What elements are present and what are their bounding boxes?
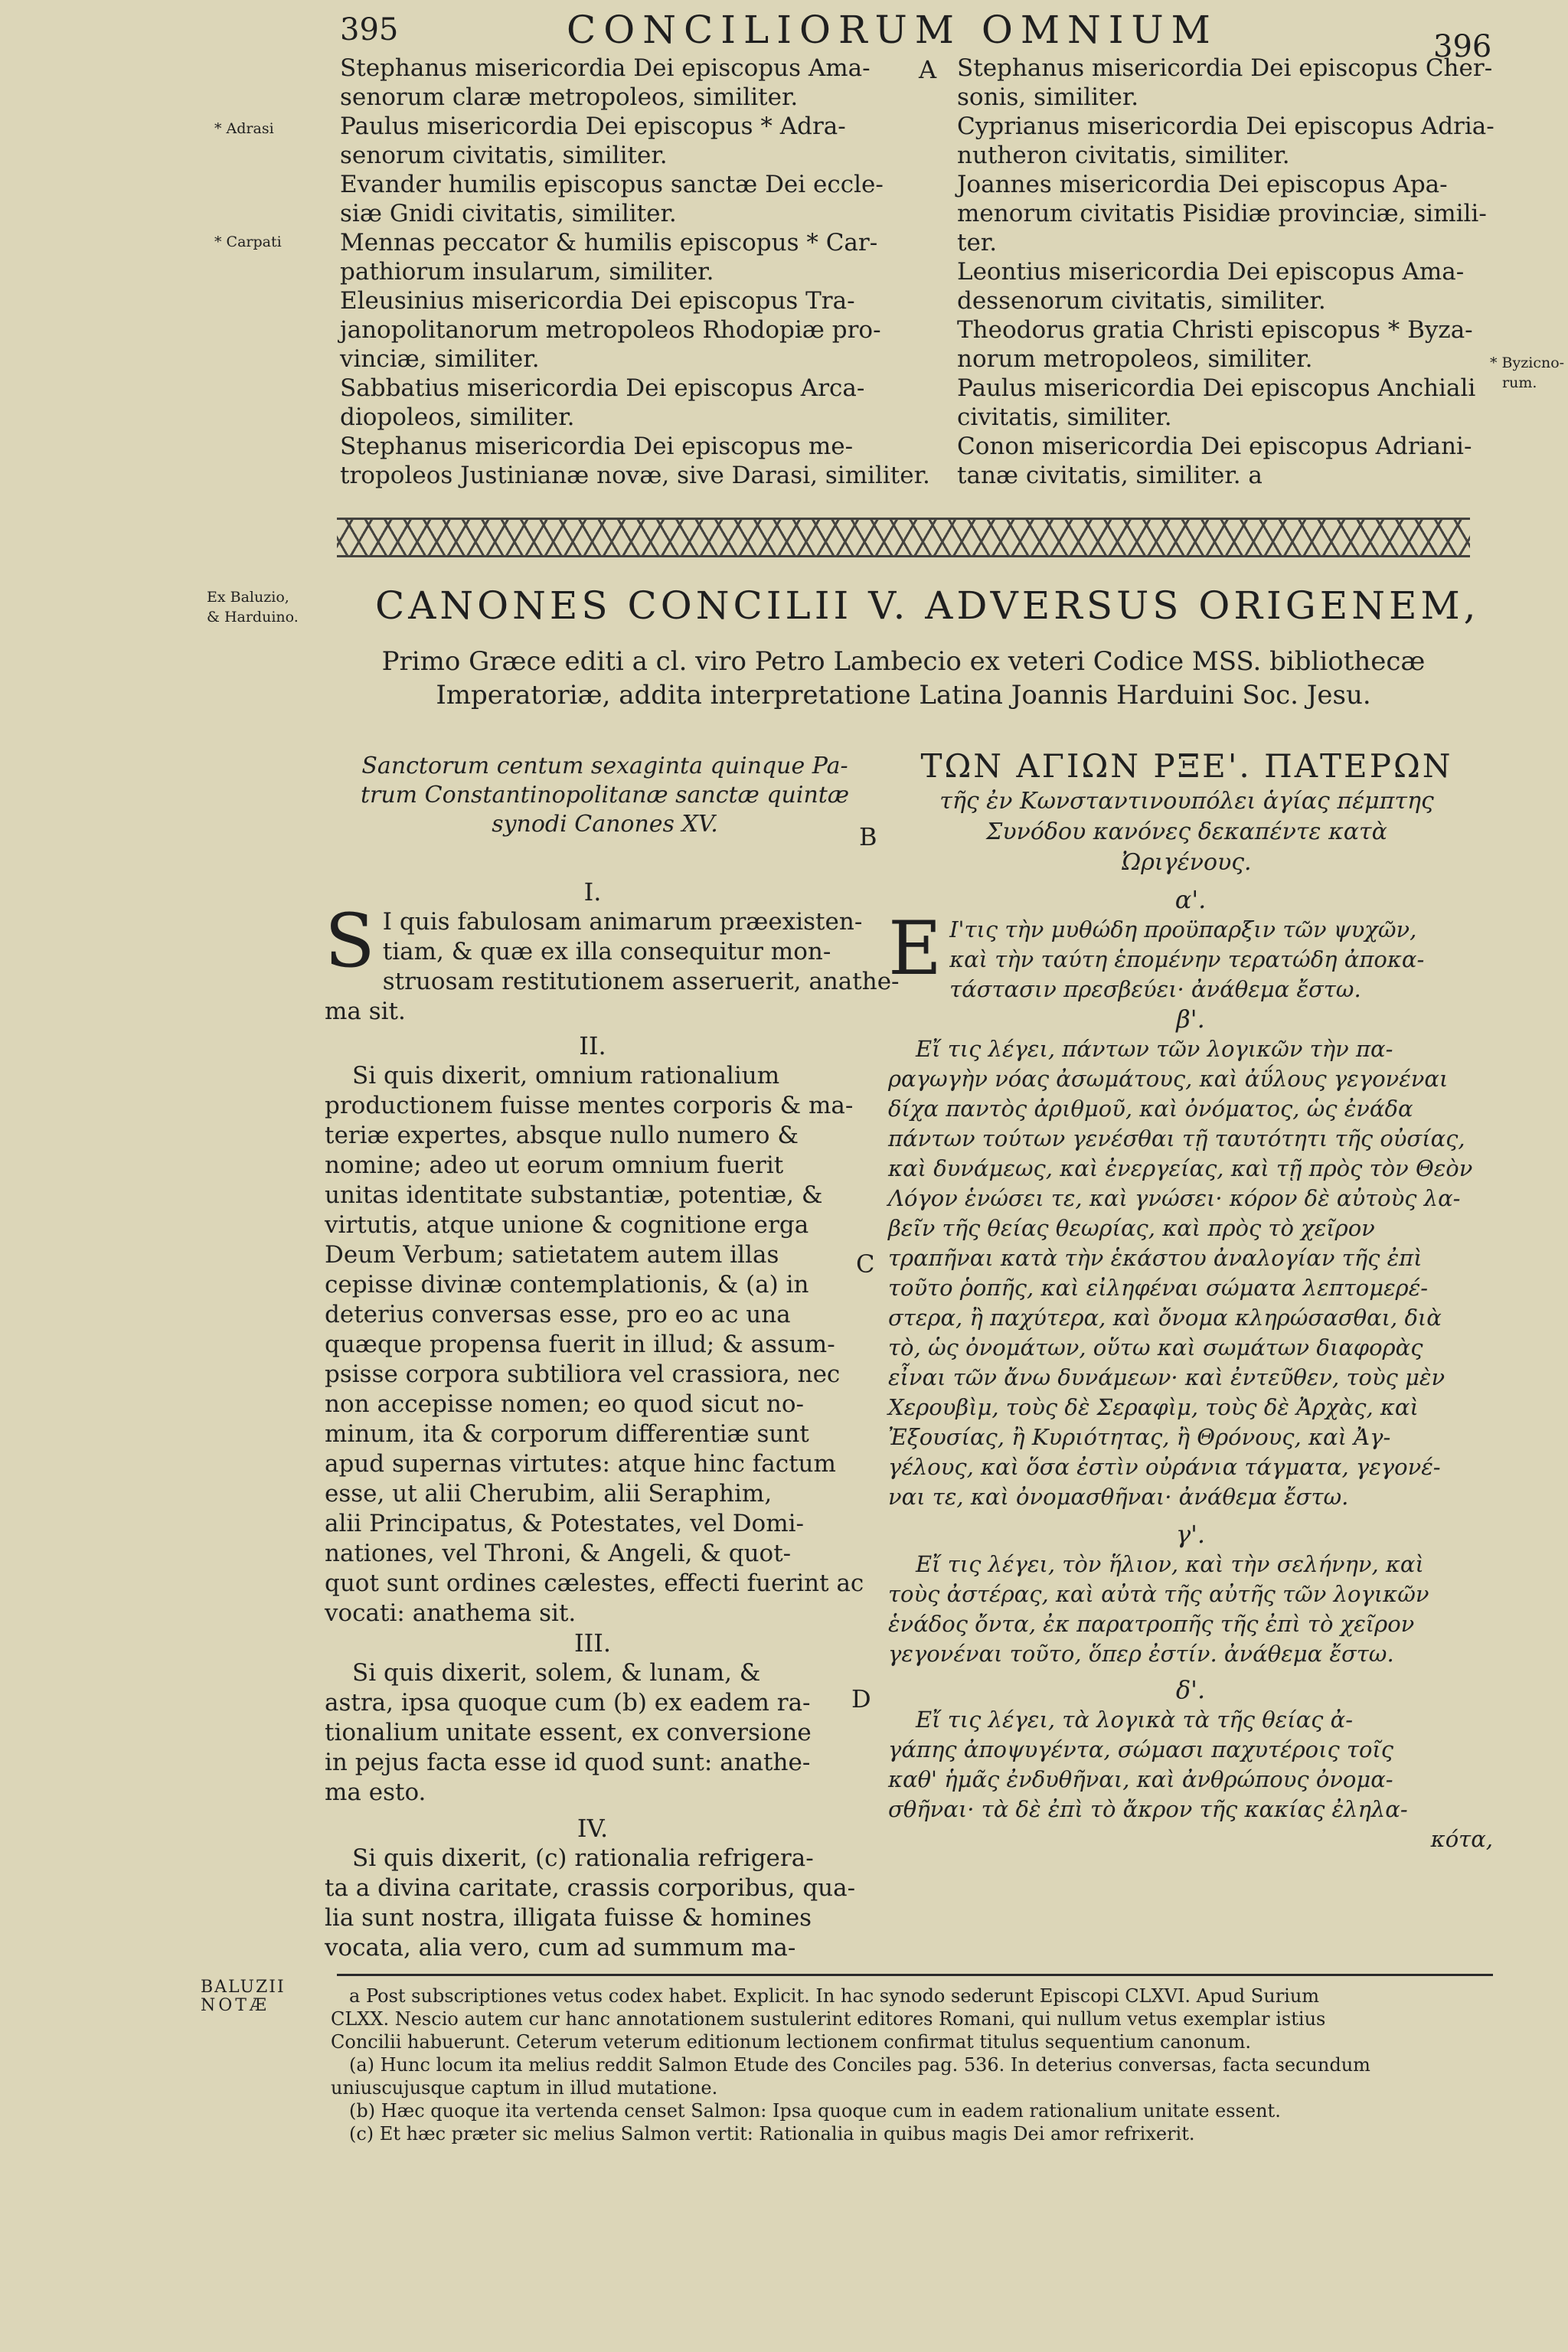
margin-note-adrasi: * Adrasi [214, 120, 274, 137]
canon-line: Χερουβὶμ, τοὺς δὲ Σεραφὶμ, τοὺς δὲ Ἀρχὰς, καὶ [888, 1394, 1419, 1420]
signature-line: janopolitanorum metropoleos Rhodopiæ pro- [340, 316, 881, 344]
canon-text [888, 1034, 1493, 1512]
subtitle-line: Primo Græce editi a cl. viro Petro Lambecio ex veteri Codice MSS. bibliothecæ [381, 646, 1426, 677]
signature-line: Leontius misericordia Dei episcopus Ama- [957, 258, 1465, 286]
canons-title: CANONES CONCILII V. ADVERSUS ORIGENEM, [375, 583, 1480, 628]
signature-line: Mennas peccator & humilis episcopus * Car- [340, 229, 878, 256]
canon-numeral: γ'. [1175, 1520, 1206, 1549]
signatures-left-column [340, 54, 930, 490]
canon-line: I quis fabulosam animarum præexisten- [382, 908, 863, 936]
signatures-right-column [957, 54, 1493, 490]
canon-line: in pejus facta esse id quod sunt: anathe- [325, 1749, 811, 1776]
margin-note-source: Ex Baluzio, [207, 589, 289, 606]
canon-line: nationes, vel Throni, & Angeli, & quot- [325, 1540, 792, 1567]
signature-line: civitatis, similiter. [957, 403, 1172, 431]
canon-numeral: IV. [577, 1814, 609, 1843]
latin-heading-line: Sanctorum centum sexaginta quinque Pa- [361, 753, 848, 779]
canon-line: vocati: anathema sit. [325, 1599, 577, 1627]
signature-line: Evander humilis episcopus sanctæ Dei eccle- [340, 171, 884, 198]
margin-note-byzicenorum-cont: rum. [1502, 374, 1537, 391]
section-marker-a: A [919, 55, 937, 84]
latin-heading-line: trum Constantinopolitanæ sanctæ quintæ [360, 782, 850, 808]
canon-text [325, 1658, 861, 1808]
note-line: (b) Hæc quoque ita vertenda censet Salmon: Ipsa quoque cum in eadem rationalium unitate essent. [349, 2100, 1281, 2122]
note-line: a Post subscriptiones vetus codex habet. Explicit. In hac synodo sederunt Episcopi CLXVI. Apud Surium [349, 1985, 1320, 2007]
canon-line: deterius conversas esse, pro eo ac una [325, 1301, 791, 1328]
section-marker-c: C [856, 1250, 875, 1279]
canon-line: alii Principatus, & Potestates, vel Domi- [325, 1510, 804, 1537]
signature-line: vinciæ, similiter. [340, 345, 540, 373]
canon-line: tionalium unitate essent, ex conversione [325, 1719, 812, 1746]
canon-numeral: δ'. [1175, 1675, 1206, 1704]
canon-line: Εἴ τις λέγει, πάντων τῶν λογικῶν τὴν πα- [916, 1036, 1393, 1062]
greek-heading-line: Ὠριγένους. [1122, 849, 1252, 876]
canon-line: virtutis, atque unione & cognitione erga [325, 1211, 809, 1239]
canons-subtitle [329, 645, 1478, 712]
canon-numeral: III. [573, 1628, 612, 1658]
canon-line: unitas identitate substantiæ, potentiæ, & [325, 1181, 823, 1209]
signature-line: dessenorum civitatis, similiter. [957, 287, 1326, 315]
right-page-number: 396 [1433, 29, 1492, 64]
canon-line: τραπῆναι κατὰ τὴν ἑκάστου ἀναλογίαν τῆς ἐπὶ [888, 1245, 1423, 1271]
canon-line: esse, ut alii Cherubim, alii Seraphim, [325, 1480, 773, 1508]
canon-numeral: β'. [1176, 1004, 1205, 1034]
canon-text [888, 906, 1493, 1004]
canon-line: quæque propensa fuerit in illud; & assum- [325, 1331, 835, 1358]
canon-line: καὶ δυνάμεως, καὶ ἐνεργείας, καὶ τῇ πρὸς τὸν Θεὸν [888, 1155, 1473, 1181]
greek-heading-line: τῆς ἐν Κωνσταντινουπόλει ἁγίας πέμπτης [939, 788, 1434, 815]
margin-note-source-cont: & Harduino. [207, 609, 299, 626]
note-line: Concilii habuerunt. Ceterum veterum editionum lectionem confirmat titulus sequentium canonum. [331, 2031, 1252, 2053]
signature-line: norum metropoleos, similiter. [957, 345, 1313, 373]
canon-line: ναι τε, καὶ ὀνομασθῆναι· ἀνάθεμα ἔστω. [888, 1484, 1349, 1510]
section-marker-b: B [859, 822, 877, 851]
signature-line: Paulus misericordia Dei episcopus * Adra- [340, 113, 846, 140]
canon-text [888, 1705, 1493, 1854]
signature-line: Theodorus gratia Christi episcopus * Byza- [957, 316, 1473, 344]
signature-line: Paulus misericordia Dei episcopus Anchiali [957, 374, 1476, 402]
canon-line: τάστασιν πρεσβεύει· ἀνάθεμα ἔστω. [949, 976, 1361, 1002]
left-page-number: 395 [340, 12, 399, 47]
canon-line: βεῖν τῆς θείας θεωρίας, καὶ πρὸς τὸ χεῖρον [888, 1215, 1375, 1241]
signature-line: siæ Gnidi civitatis, similiter. [340, 200, 677, 227]
canon-line: Ι'τις τὴν μυθώδη προϋπαρξιν τῶν ψυχῶν, [949, 916, 1417, 942]
signature-line: diopoleos, similiter. [340, 403, 575, 431]
canon-line: πάντων τούτων γενέσθαι τῇ ταυτότητι τῆς οὐσίας, [888, 1125, 1465, 1152]
canon-line: ma esto. [325, 1779, 426, 1806]
notes-label-cont: NOTÆ [201, 1996, 270, 2015]
note-line: uniuscujusque captum in illud mutatione. [331, 2077, 718, 2099]
signature-line: senorum claræ metropoleos, similiter. [340, 83, 799, 111]
notes-rule [337, 1974, 1493, 1976]
canon-line: Ἐξουσίας, ἢ Κυριότητας, ἢ Θρόνους, καὶ Ἀγ- [888, 1424, 1391, 1450]
signature-line: Sabbatius misericordia Dei episcopus Arca- [340, 374, 865, 402]
canon-line: εἶναι τῶν ἄνω δυνάμεων· καὶ ἐντεῦθεν, τοὺς μὲν [888, 1364, 1446, 1390]
greek-heading-line: Συνόδου κανόνες δεκαπέντε κατὰ [986, 818, 1387, 845]
canon-line: cepisse divinæ contemplationis, & (a) in [325, 1271, 809, 1298]
canon-line: nomine; adeo ut eorum omnium fuerit [325, 1152, 784, 1179]
canon-numeral: α'. [1174, 885, 1207, 914]
canon-line: lia sunt nostra, illigata fuisse & homines [325, 1904, 812, 1932]
canon-line: στερα, ἢ παχύτερα, καὶ ὄνομα κληρώσασθαι, διὰ [888, 1305, 1442, 1331]
notes-label: BALUZII [201, 1978, 286, 1997]
canon-line: ραγωγὴν νόας ἀσωμάτους, καὶ ἀΰλους γεγονέναι [888, 1066, 1449, 1092]
note-line: (c) Et hæc præter sic melius Salmon vertit: Rationalia in quibus magis Dei amor refrixerit. [349, 2123, 1195, 2145]
drop-capital: S [325, 898, 375, 984]
canon-line: teriæ expertes, absque nullo numero & [325, 1122, 799, 1149]
canon-line: Deum Verbum; satietatem autem illas [325, 1241, 779, 1269]
canon-line: ta a divina caritate, crassis corporibus, qua- [325, 1874, 856, 1902]
canon-text [325, 1844, 861, 1963]
canon-line: καὶ τὴν ταύτη ἑπομένην τερατώδη ἀποκα- [949, 946, 1425, 972]
canon-line: γάπης ἀποψυγέντα, σώμασι παχυτέροις τοῖς [888, 1736, 1394, 1762]
canon-line: psisse corpora subtiliora vel crassiora, nec [325, 1361, 841, 1388]
signature-line: sonis, similiter. [957, 83, 1139, 111]
canon-line: Εἴ τις λέγει, τὰ λογικὰ τὰ τῆς θείας ἀ- [916, 1707, 1354, 1733]
canon-line: ἑνάδος ὄντα, ἐκ παρατροπῆς τῆς ἐπὶ τὸ χεῖρον [888, 1611, 1415, 1637]
canon-text [325, 1061, 864, 1628]
signature-line: pathiorum insularum, similiter. [340, 258, 714, 286]
drop-capital: Ε [888, 906, 942, 991]
canon-line: Λόγον ἑνώσει τε, καὶ γνώσει· κόρον δὲ αὐτοὺς λα- [888, 1185, 1461, 1211]
signature-line: Cyprianus misericordia Dei episcopus Adria- [957, 113, 1494, 140]
greek-heading-main: ΤΩΝ ΑΓΙΩΝ ΡΞΕ'. ΠΑΤΕΡΩΝ [920, 747, 1453, 785]
canon-line: productionem fuisse mentes corporis & ma- [325, 1092, 854, 1119]
signature-line: ter. [957, 229, 998, 256]
canon-line: Si quis dixerit, solem, & lunam, & [352, 1659, 761, 1687]
latin-heading-line: synodi Canones XV. [492, 811, 718, 838]
canon-numeral: I. [583, 877, 602, 906]
greek-canons-column [888, 885, 1493, 1854]
signature-line: Stephanus misericordia Dei episcopus Ama- [340, 54, 871, 82]
canon-line: Si quis dixerit, (c) rationalia refrigera- [352, 1844, 814, 1872]
signature-line: nutheron civitatis, similiter. [957, 142, 1290, 169]
signature-line: Joannes misericordia Dei episcopus Apa- [957, 171, 1448, 198]
canon-line: Εἴ τις λέγει, τὸν ἥλιον, καὶ τὴν σελήνην, καὶ [916, 1551, 1424, 1577]
signature-line: Conon misericordia Dei episcopus Adriani- [957, 433, 1472, 460]
section-marker-d: D [851, 1684, 871, 1713]
canon-line: τὸ, ὡς ὀνομάτων, οὕτω καὶ σωμάτων διαφορὰς [888, 1334, 1423, 1361]
signature-line: menorum civitatis Pisidiæ provinciæ, simili- [957, 200, 1487, 227]
canon-numeral: II. [579, 1031, 606, 1060]
canon-line: δίχα παντὸς ἀριθμοῦ, καὶ ὀνόματος, ὡς ἐνάδα [888, 1096, 1413, 1122]
margin-note-carpati: * Carpati [214, 234, 282, 250]
subtitle-line: Imperatoriæ, addita interpretatione Latina Joannis Harduini Soc. Jesu. [436, 680, 1371, 710]
canon-line: καθ' ἡμᾶς ἐνδυθῆναι, καὶ ἀνθρώπους ὀνομα- [888, 1766, 1393, 1792]
canon-line: κότα, [1430, 1826, 1493, 1852]
canon-line: Si quis dixerit, omnium rationalium [352, 1062, 780, 1089]
canon-line: non accepisse nomen; eo quod sicut no- [325, 1390, 805, 1418]
note-line: CLXX. Nescio autem cur hanc annotationem sustulerint editores Romani, qui nullum vetus exemplar istius [331, 2008, 1326, 2030]
decorative-ornament-band [337, 518, 1470, 557]
margin-note-byzicenorum: * Byzicno- [1490, 354, 1565, 371]
canon-text [325, 898, 900, 1027]
canon-line: σθῆναι· τὰ δὲ ἐπὶ τὸ ἄκρον τῆς κακίας ἐληλα- [888, 1796, 1408, 1822]
canon-line: τοὺς ἀστέρας, καὶ αὐτὰ τῆς αὐτῆς τῶν λογικῶν [888, 1581, 1429, 1607]
canon-line: γέλους, καὶ ὅσα ἐστὶν οὐράνια τάγματα, γεγονέ- [888, 1454, 1441, 1480]
canon-text [888, 1550, 1493, 1669]
canon-line: τοῦτο ῥοπῆς, καὶ εἰληφέναι σώματα λεπτομερέ- [888, 1275, 1429, 1301]
canon-line: struosam restitutionem asseruerit, anathe- [382, 968, 900, 995]
signature-line: Stephanus misericordia Dei episcopus Cher- [957, 54, 1493, 82]
latin-canons-column [325, 877, 900, 1963]
canon-line: ma sit. [325, 998, 406, 1025]
canon-line: minum, ita & corporum differentiæ sunt [325, 1420, 809, 1448]
greek-heading [880, 746, 1493, 878]
signature-line: Eleusinius misericordia Dei episcopus Tra- [340, 287, 855, 315]
canon-line: apud supernas virtutes: atque hinc factum [325, 1450, 836, 1478]
note-line: (a) Hunc locum ita melius reddit Salmon Etude des Conciles pag. 536. In deterius conversas, facta secundum [349, 2054, 1370, 2076]
canon-line: tiam, & quæ ex illa consequitur mon- [382, 938, 831, 965]
latin-heading [329, 752, 880, 839]
signature-line: tropoleos Justinianæ novæ, sive Darasi, similiter. [340, 462, 930, 489]
canon-line: quot sunt ordines cælestes, effecti fuerint ac [325, 1570, 864, 1597]
canon-line: vocata, alia vero, cum ad summum ma- [325, 1934, 796, 1962]
canon-line: γεγονέναι τοῦτο, ὅπερ ἐστίν. ἀνάθεμα ἔστω. [888, 1641, 1394, 1667]
signature-line: tanæ civitatis, similiter. a [957, 462, 1263, 489]
signature-line: Stephanus misericordia Dei episcopus me- [340, 433, 854, 460]
signature-line: senorum civitatis, similiter. [340, 142, 668, 169]
editorial-notes [331, 1984, 1502, 2145]
canon-line: astra, ipsa quoque cum (b) ex eadem ra- [325, 1689, 811, 1717]
running-title: CONCILIORUM OMNIUM [567, 8, 1218, 52]
